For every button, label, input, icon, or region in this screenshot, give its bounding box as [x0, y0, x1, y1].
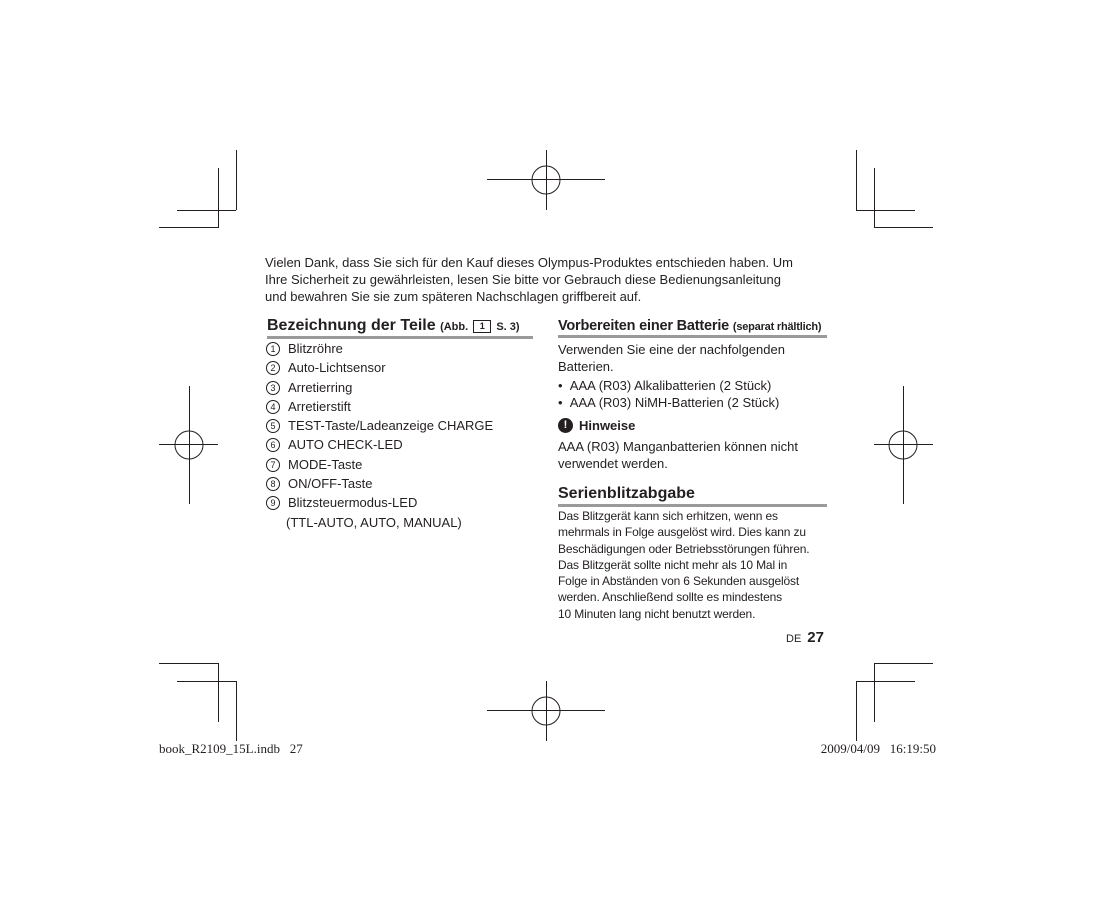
serial-line: Das Blitzgerät sollte nicht mehr als 10 Mal in: [558, 557, 788, 572]
serial-line: werden. Anschließend sollte es mindestens: [558, 590, 782, 605]
circled-number: 5: [266, 419, 280, 433]
serial-line: Das Blitzgerät kann sich erhitzen, wenn es: [558, 509, 778, 523]
part-label: ON/OFF-Taste: [288, 476, 373, 492]
bullet-icon: •: [558, 378, 563, 393]
parts-heading: [267, 317, 533, 339]
list-item: [266, 475, 536, 494]
list-item: [266, 398, 536, 417]
battery-title: Vorbereiten einer Batterie: [558, 318, 730, 334]
figure-number-box: 1: [473, 320, 491, 333]
serial-line: Folge in Abständen von 6 Sekunden ausgelöst: [558, 574, 800, 589]
parts-figure-ref: [440, 321, 519, 333]
figure-ref-suffix: S. 3): [496, 321, 520, 333]
part-label: AUTO CHECK-LED: [288, 437, 403, 453]
circled-number: 3: [266, 381, 280, 395]
circled-number: 4: [266, 400, 280, 414]
registration-mark-top: [487, 150, 605, 210]
intro-line: Ihre Sicherheit zu gewährleisten, lesen Sie bitte vor Gebrauch diese Bedienungsanleitung: [265, 272, 781, 287]
serial-line: 10 Minuten lang nicht benutzt werden.: [558, 606, 756, 621]
serial-flash-text: [558, 508, 833, 622]
circled-number: 9: [266, 496, 280, 510]
serial-flash-heading: Serienblitzabgabe: [558, 485, 827, 507]
part-label: TEST-Taste/Ladeanzeige CHARGE: [288, 418, 494, 434]
bullet-icon: •: [558, 395, 563, 410]
list-item: [266, 494, 536, 513]
circled-number: 8: [266, 477, 280, 491]
intro-paragraph: [265, 254, 825, 305]
registration-mark-bottom: [487, 681, 605, 741]
battery-title-note: (separat rhältlich): [732, 321, 822, 333]
list-item: [266, 379, 536, 398]
battery-heading: [558, 318, 827, 338]
list-item: [266, 456, 536, 475]
circled-number: 1: [266, 342, 280, 356]
part-label: Auto-Lichtsensor: [288, 360, 386, 376]
registration-mark-left: [159, 386, 218, 504]
notes-heading: [558, 418, 635, 433]
battery-intro-text: Verwenden Sie eine der nachfolgenden Batterien.: [558, 342, 785, 374]
list-item: [266, 436, 536, 455]
list-item: [558, 377, 828, 394]
registration-mark-right: [874, 386, 933, 504]
figure-ref-prefix: (Abb.: [440, 321, 469, 333]
circled-number: 6: [266, 438, 280, 452]
parts-title: Bezeichnung der Teile: [267, 317, 436, 334]
list-item: [266, 417, 536, 436]
list-item: [558, 394, 828, 411]
slug-filename: book_R2109_15L.indb 27: [159, 741, 303, 756]
page-number-value: 27: [807, 629, 824, 646]
list-item: [266, 340, 536, 359]
page-number: [786, 629, 824, 647]
serial-line: mehrmals in Folge ausgelöst wird. Dies kann zu: [558, 525, 806, 540]
battery-bullet-list: [558, 377, 828, 411]
part-label: Arretierring: [288, 379, 353, 395]
slug-datetime: 2009/04/09 16:19:50: [820, 741, 936, 756]
part-sublabel: (TTL-AUTO, AUTO, MANUAL): [286, 514, 462, 530]
circled-number: 2: [266, 361, 280, 375]
part-label: Arretierstift: [288, 398, 351, 414]
intro-line: Vielen Dank, dass Sie sich für den Kauf dieses Olympus-Produktes entschieden haben. Um: [265, 255, 793, 270]
serial-line: Beschädigungen oder Betriebsstörungen führen.: [558, 541, 810, 556]
exclamation-icon: !: [558, 418, 573, 433]
part-label: MODE-Taste: [288, 456, 363, 472]
part-label: Blitzsteuermodus-LED: [288, 495, 418, 511]
bullet-text: AAA (R03) Alkalibatterien (2 Stück): [569, 378, 772, 393]
intro-line: und bewahren Sie sie zum späteren Nachschlagen griffbereit auf.: [265, 289, 642, 304]
circled-number: 7: [266, 458, 280, 472]
notes-title: Hinweise: [579, 418, 636, 433]
parts-list: [266, 340, 536, 531]
page-language: DE: [786, 633, 802, 645]
notes-text: AAA (R03) Manganbatterien können nicht verwendet werden.: [558, 439, 798, 471]
part-label: Blitzröhre: [288, 341, 343, 356]
list-item: [266, 359, 536, 378]
bullet-text: AAA (R03) NiMH-Batterien (2 Stück): [569, 395, 780, 410]
